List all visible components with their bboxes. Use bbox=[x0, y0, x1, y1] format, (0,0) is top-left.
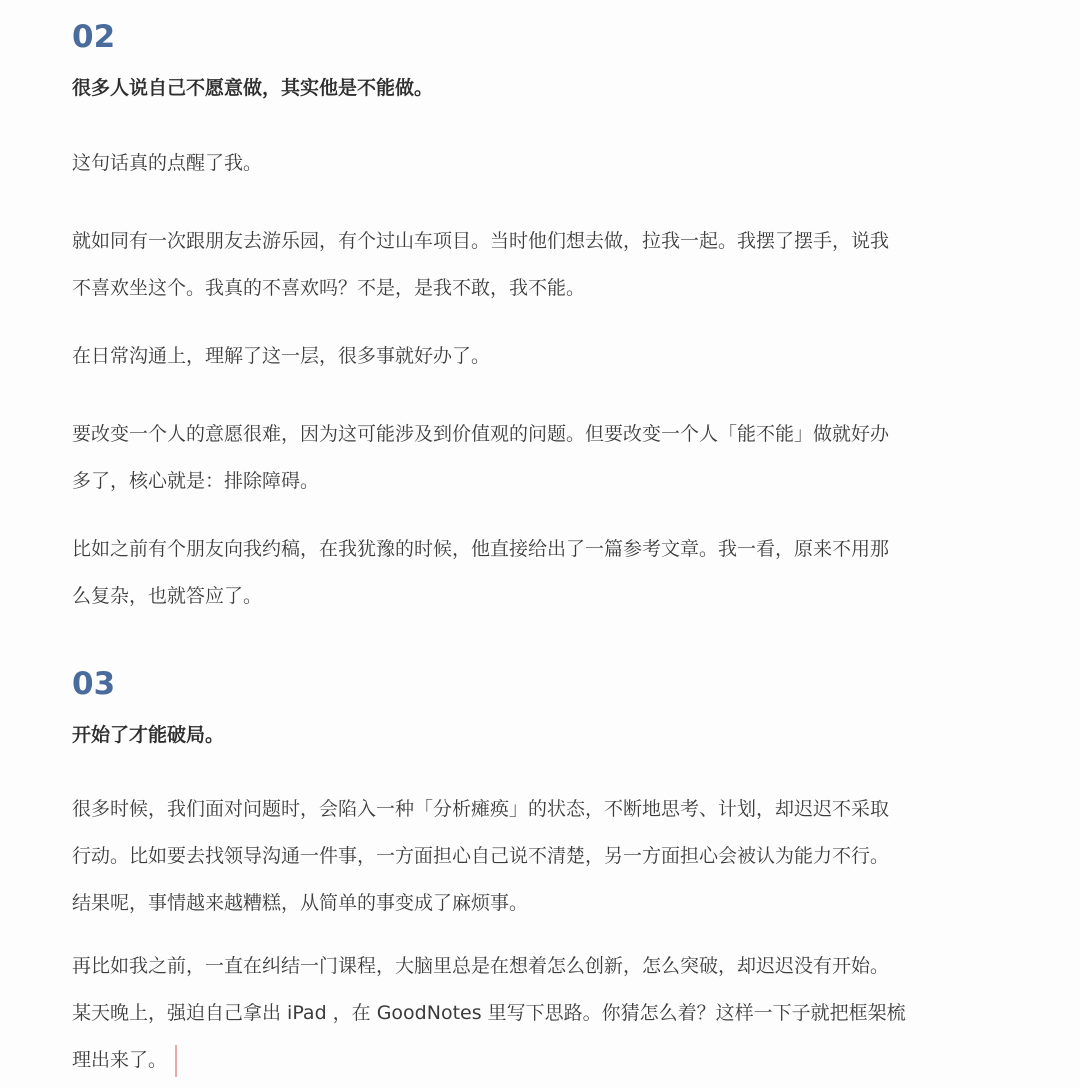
section-2-number: 02 bbox=[72, 19, 116, 55]
text-line: 某天晚上，强迫自己拿出 iPad ，在 GoodNotes 里写下思路。你猜怎么着？这样一下子就把框架梳 bbox=[72, 1002, 906, 1024]
section-2-paragraph-2 bbox=[72, 218, 1012, 312]
text-line: 很多时候，我们面对问题时，会陷入一种「分析瘫痪」的状态，不断地思考、计划，却迟迟不采取 bbox=[72, 798, 890, 820]
section-2-paragraph-1 bbox=[72, 140, 1012, 187]
text-line: 么复杂，也就答应了。 bbox=[72, 585, 263, 607]
section-2-paragraph-3 bbox=[72, 333, 1012, 380]
text-line: 比如之前有个朋友向我约稿，在我犹豫的时候，他直接给出了一篇参考文章。我一看，原来不用那 bbox=[72, 538, 890, 560]
text-cursor[interactable] bbox=[175, 1045, 177, 1077]
section-2-paragraph-5 bbox=[72, 526, 1012, 620]
text-line: 行动。比如要去找领导沟通一件事，一方面担心自己说不清楚，另一方面担心会被认为能力不行。 bbox=[72, 845, 890, 867]
section-3-paragraph-1 bbox=[72, 786, 1012, 927]
text-line: 结果呢，事情越来越糟糕，从简单的事变成了麻烦事。 bbox=[72, 892, 529, 914]
section-3-paragraph-2 bbox=[72, 943, 1012, 1084]
text-line: 多了，核心就是：排除障碍。 bbox=[72, 470, 320, 492]
text-line: 理出来了。 bbox=[72, 1049, 168, 1071]
text-line: 就如同有一次跟朋友去游乐园，有个过山车项目。当时他们想去做，拉我一起。我摆了摆手，说我 bbox=[72, 230, 890, 252]
text-line: 要改变一个人的意愿很难，因为这可能涉及到价值观的问题。但要改变一个人「能不能」做就好办 bbox=[72, 423, 890, 445]
text-line: 在日常沟通上，理解了这一层，很多事就好办了。 bbox=[72, 345, 491, 367]
section-2-lead: 很多人说自己不愿意做，其实他是不能做。 bbox=[72, 77, 434, 99]
text-line: 这句话真的点醒了我。 bbox=[72, 152, 263, 174]
text-line-with-cursor bbox=[72, 1037, 1012, 1084]
section-2-paragraph-4 bbox=[72, 411, 1012, 505]
text-line: 再比如我之前，一直在纠结一门课程，大脑里总是在想着怎么创新，怎么突破，却迟迟没有开始。 bbox=[72, 955, 890, 977]
section-3-lead: 开始了才能破局。 bbox=[72, 724, 225, 746]
text-line: 不喜欢坐这个。我真的不喜欢吗？不是，是我不敢，我不能。 bbox=[72, 277, 586, 299]
section-3-number: 03 bbox=[72, 666, 116, 702]
